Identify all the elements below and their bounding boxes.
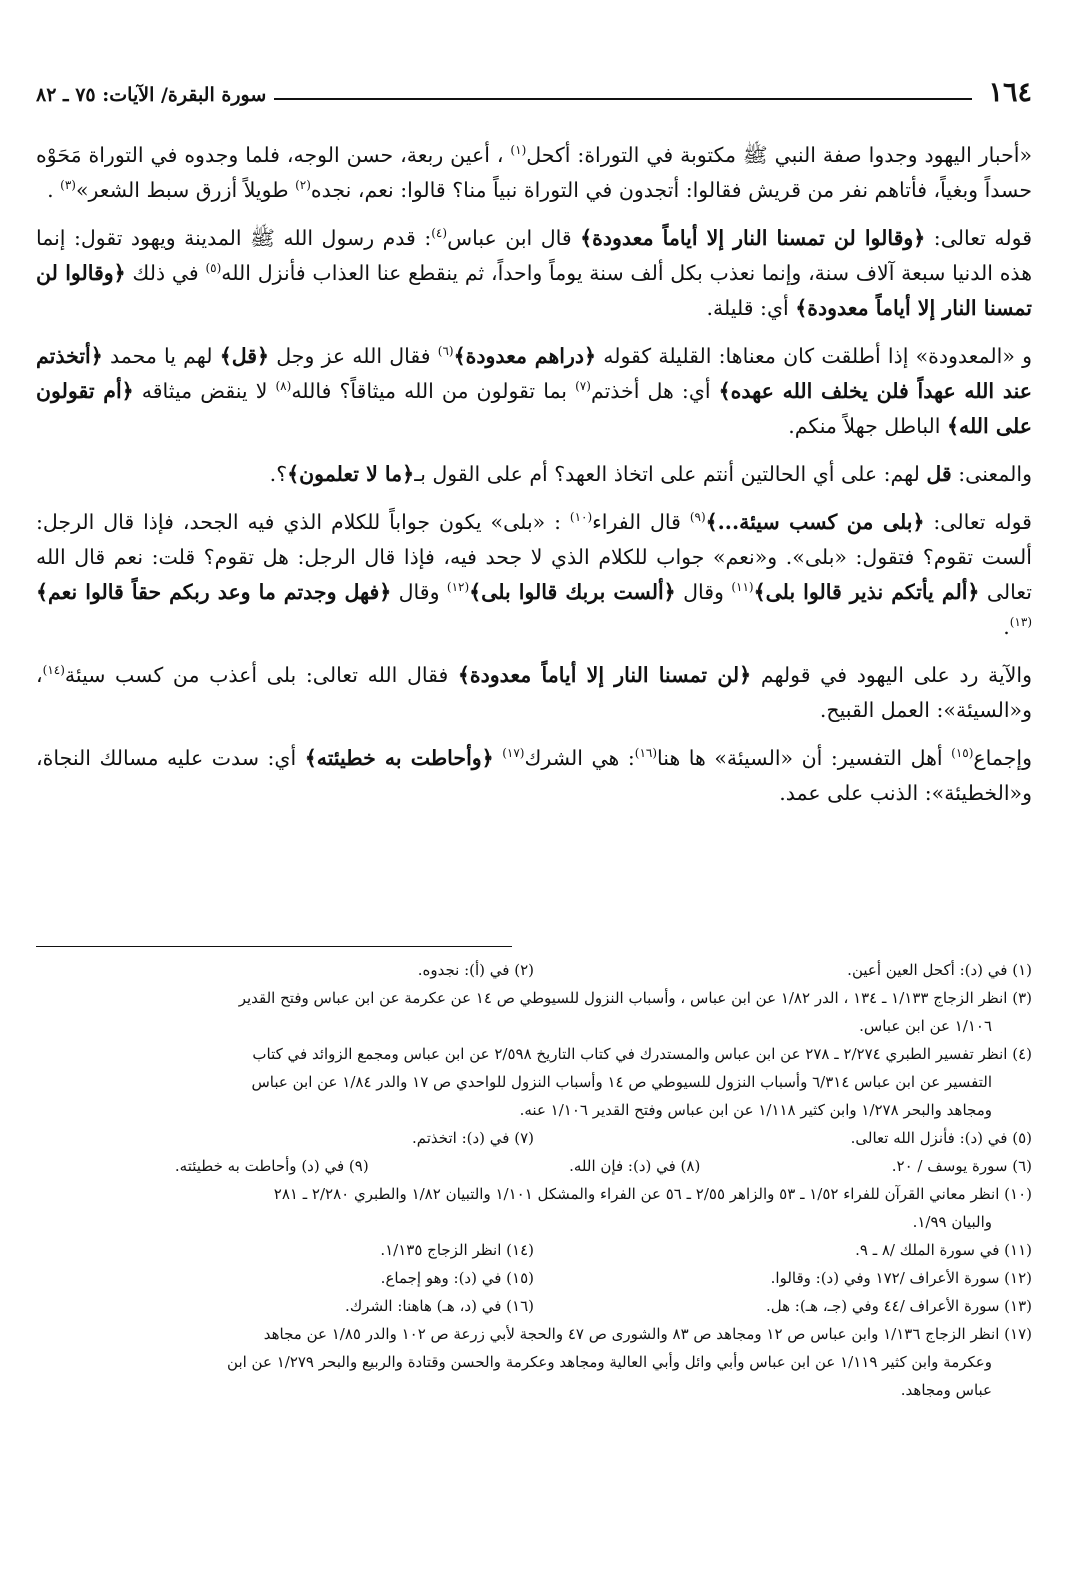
quran-quote: ﴿وقالوا لن تمسنا النار إلا أياماً معدودة﴾ <box>36 261 1032 320</box>
footnote-ref: (٢) <box>295 178 311 193</box>
footnote-ref: (١٦) <box>634 746 658 761</box>
footnote-3 <box>36 984 1032 1040</box>
text-run: قوله تعالى: <box>924 510 1032 534</box>
paragraph-1 <box>36 138 1032 208</box>
footnote-ref: (١٥) <box>951 746 974 761</box>
footnote-row <box>36 1152 1032 1180</box>
text-run: طويلاً أزرق سبط الشعر» <box>75 178 296 202</box>
footnote-ref: (٥) <box>205 261 222 276</box>
quran-quote: ﴿أم تقولون على الله﴾ <box>36 379 1032 438</box>
footnote-9: (٩) في (د) وأحاطت به خطيئته. <box>174 1157 369 1175</box>
text-run: : هي الشرك <box>524 746 635 770</box>
text-run: قوله تعالى: <box>925 226 1032 250</box>
text-run: في ذلك <box>125 261 206 285</box>
footnote-ref: (١) <box>510 143 527 158</box>
paragraph-5 <box>36 505 1032 645</box>
footnote-13: (١٣) سورة الأعراف /٤٤ وفي (جـ، هـ): هل. <box>765 1297 1032 1315</box>
footnote-text: التفسير عن ابن عباس ٦/٣١٤ وأسباب النزول للسيوطي ص ١٤ وأسباب النزول للواحدي ص ١٧ والدر ١/٨٤ عن ابن عباس <box>251 1073 992 1091</box>
text-run: لهم يا محمد <box>102 344 220 368</box>
text-run: أي: سدت عليه مسالك النجاة، و«الخطيئة»: الذنب على عمد. <box>36 746 1032 805</box>
text-run: فقال الله تعالى: بلى أعذب من كسب سيئة <box>64 663 458 687</box>
footnote-14: (١٤) انظر الزجاج ١/١٣٥. <box>380 1241 534 1259</box>
footnote-text: والبيان ١/٩٩. <box>912 1213 992 1231</box>
text-run: لهم: على أي الحالتين أنتم على اتخاذ العهد؟ أم على القول بـ <box>414 462 927 486</box>
header-rule <box>274 98 972 100</box>
text-run: و «المعدودة» إذا أطلقت كان معناها: القليلة كقوله <box>596 344 1032 368</box>
quran-quote: ﴿قل﴾ <box>219 344 270 368</box>
footnote-text: (٣) انظر الزجاج ١/١٣٣ ـ ١٣٤ ، الدر ١/٨٢ عن ابن عباس ، وأسباب النزول للسيوطي ص ١٤ عن عكرمة عن ابن عباس وفتح القدير <box>238 989 1032 1007</box>
text-run: والآية رد على اليهود في قولهم <box>751 663 1032 687</box>
text-run: بما تقولون من الله ميثاقاً؟ فالله <box>291 379 576 403</box>
footnote-text: عباس ومجاهد. <box>900 1381 992 1399</box>
footnote-8: (٨) في (د): فإن الله. <box>569 1157 701 1175</box>
text-run: ، أعين ربعة، حسن الوجه، فلما وجدوه في التوراة مَحَوْه حسداً وبغياً، فأتاهم نفر من قريش فقالوا: أتجدون في التوراة نبياً منا؟ قالوا: نعم، نجده <box>36 143 1032 202</box>
footnote-5: (٥) في (د): فأنزل الله تعالى. <box>850 1129 1032 1147</box>
paragraph-2 <box>36 221 1032 326</box>
footnote-ref: (١٢) <box>446 580 470 595</box>
footnote-ref: (٣) <box>60 178 76 193</box>
footnote-text: (٤) انظر تفسير الطبري ٢/٢٧٤ ـ ٢٧٨ عن ابن عباس والمستدرك في كتاب التاريخ ٢/٥٩٨ عن ابن عباس ومجمع الزوائد في كتاب <box>252 1045 1032 1063</box>
footnote-6: (٦) سورة يوسف / ٢٠. <box>891 1157 1032 1175</box>
paragraph-6 <box>36 658 1032 728</box>
text-run: . <box>47 178 61 202</box>
footnote-text: (١٠) انظر معاني القرآن للفراء ١/٥٢ ـ ٥٣ والزاهر ٢/٥٥ ـ ٥٦ عن الفراء والمشكل ١/١٠١ والتبيان ١/٨٢ والطبري ٢/٢٨٠ ـ ٢٨١ <box>273 1185 1032 1203</box>
footnote-ref: (٤) <box>431 226 448 241</box>
paragraph-4 <box>36 457 1032 492</box>
text-run <box>494 746 503 770</box>
footnote-ref: (١٣) <box>1009 615 1032 630</box>
footnotes <box>36 956 1032 1404</box>
footnote-text: ١/١٠٦ عن ابن عباس. <box>859 1017 992 1035</box>
footnote-row <box>36 1236 1032 1264</box>
footnote-ref: (٧) <box>575 379 591 394</box>
footnote-text: ومجاهد والبحر ١/٢٧٨ وابن كثير ١/١١٨ عن ابن عباس وفتح القدير ١/١٠٦ عنه. <box>519 1101 992 1119</box>
quran-quote: ﴿ما لا تعلمون﴾ <box>287 462 415 486</box>
quran-quote: ﴿دراهم معدودة﴾ <box>453 344 597 368</box>
text-run: وقال <box>391 580 447 604</box>
footnote-ref: (١٧) <box>502 746 525 761</box>
text-run: ، و«السيئة»: العمل القبيح. <box>36 663 1032 722</box>
text-run: أي: هل أخذتم <box>590 379 719 403</box>
footnote-row <box>36 1292 1032 1320</box>
text-run: : قدم رسول الله ﷺ المدينة ويهود تقول: إنما هذه الدنيا سبعة آلاف سنة، وإنما نعذب بكل ألف سنة يوماً واحداً، ثم ينقطع عنا العذاب فأنزل الله <box>36 226 1033 285</box>
text-run: «أحبار اليهود وجدوا صفة النبي ﷺ مكتوبة في التوراة: أكحل <box>526 143 1032 167</box>
text-run: : «بلى» يكون جواباً للكلام الذي فيه الجحد، فإذا قال الرجل: ألست تقوم؟ فتقول: «بلى». و«نعم» جواب للكلام الذي لا جحد فيه، فإذا قال الرجل: هل تقوم؟ قلت: نعم قال الله تعالى <box>36 510 1033 604</box>
footnote-11: (١١) في سورة الملك /٨ ـ ٩. <box>855 1241 1032 1259</box>
footnote-12: (١٢) سورة الأعراف /١٧٢ وفي (د): وقالوا. <box>770 1269 1032 1287</box>
footnote-ref: (١٤) <box>42 663 65 678</box>
paragraph-3 <box>36 339 1032 444</box>
text-run: ؟. <box>269 462 288 486</box>
footnote-separator <box>36 946 512 947</box>
text-run: قال الفراء <box>592 510 690 534</box>
footnote-4 <box>36 1040 1032 1124</box>
text-run: وإجماع <box>973 746 1032 770</box>
footnote-7: (٧) في (د): اتخذتم. <box>411 1129 534 1147</box>
footnote-ref: (٩) <box>689 510 706 525</box>
page-header <box>36 72 1032 106</box>
quran-quote: ﴿أتخذتم عند الله عهداً فلن يخلف الله عهده﴾ <box>36 344 1033 403</box>
footnote-ref: (١١) <box>731 580 754 595</box>
footnote-text: (١٧) انظر الزجاج ١/١٣٦ وابن عباس ص ١٢ ومجاهد ص ٨٣ والشورى ص ٤٧ والحجة لأبي زرعة ص ١٠٢ والدر ١/٨٥ عن مجاهد <box>263 1325 1032 1343</box>
quran-quote: ﴿ألست بربك قالوا بلى﴾ <box>469 580 676 604</box>
text-run: . <box>1003 615 1010 639</box>
footnote-ref: (٦) <box>437 344 454 359</box>
footnote-ref: (٨) <box>275 379 292 394</box>
footnote-15: (١٥) في (د): وهو إجماع. <box>380 1269 534 1287</box>
quran-quote: ﴿فهل وجدتم ما وعد ربكم حقاً قالوا نعم﴾ <box>36 580 392 604</box>
text-run: والمعنى: <box>951 462 1032 486</box>
footnote-2: (٢) في (أ): نجدوه. <box>417 961 534 979</box>
quran-quote: ﴿وأحاطت به خطيئته﴾ <box>304 746 494 770</box>
footnote-1: (١) في (د): أكحل العين أعين. <box>847 961 1032 979</box>
text-run: لا ينقض ميثاقه <box>133 379 276 403</box>
text-run: قال ابن عباس <box>447 226 581 250</box>
quran-quote: ﴿بلى من كسب سيئة...﴾ <box>705 510 925 534</box>
quran-quote: قل <box>926 462 952 486</box>
footnote-row <box>36 1264 1032 1292</box>
quran-quote: ﴿وقالوا لن تمسنا النار إلا أياماً معدودة﴾ <box>580 226 926 250</box>
paragraph-7 <box>36 741 1032 811</box>
footnote-17 <box>36 1320 1032 1404</box>
text-run: فقال الله عز وجل <box>269 344 438 368</box>
footnote-10 <box>36 1180 1032 1236</box>
footnote-ref: (١٠) <box>569 510 593 525</box>
quran-quote: ﴿لن تمسنا النار إلا أياماً معدودة﴾ <box>457 663 752 687</box>
footnote-16: (١٦) في (د، هـ) هاهنا: الشرك. <box>345 1297 534 1315</box>
text-run: الباطل جهلاً منكم. <box>788 414 948 438</box>
footnote-row <box>36 956 1032 984</box>
header-title: سورة البقرة/ الآيات: ٧٥ ـ ٨٢ <box>36 84 267 106</box>
quran-quote: ﴿ألم يأتكم نذير قالوا بلى﴾ <box>753 580 980 604</box>
footnote-text: وعكرمة وابن كثير ١/١١٩ عن ابن عباس وأبي وائل وأبي العالية ومجاهد وعكرمة والحسن وقتادة والربيع والبحر ١/٢٧٩ عن ابن <box>227 1353 992 1371</box>
text-run: أهل التفسير: أن «السيئة» ها هنا <box>657 746 952 770</box>
page-number: ١٦٤ <box>988 77 1032 108</box>
main-text <box>36 138 1032 824</box>
footnote-row <box>36 1124 1032 1152</box>
text-run: أي: قليلة. <box>706 296 796 320</box>
text-run: وقال <box>675 580 732 604</box>
